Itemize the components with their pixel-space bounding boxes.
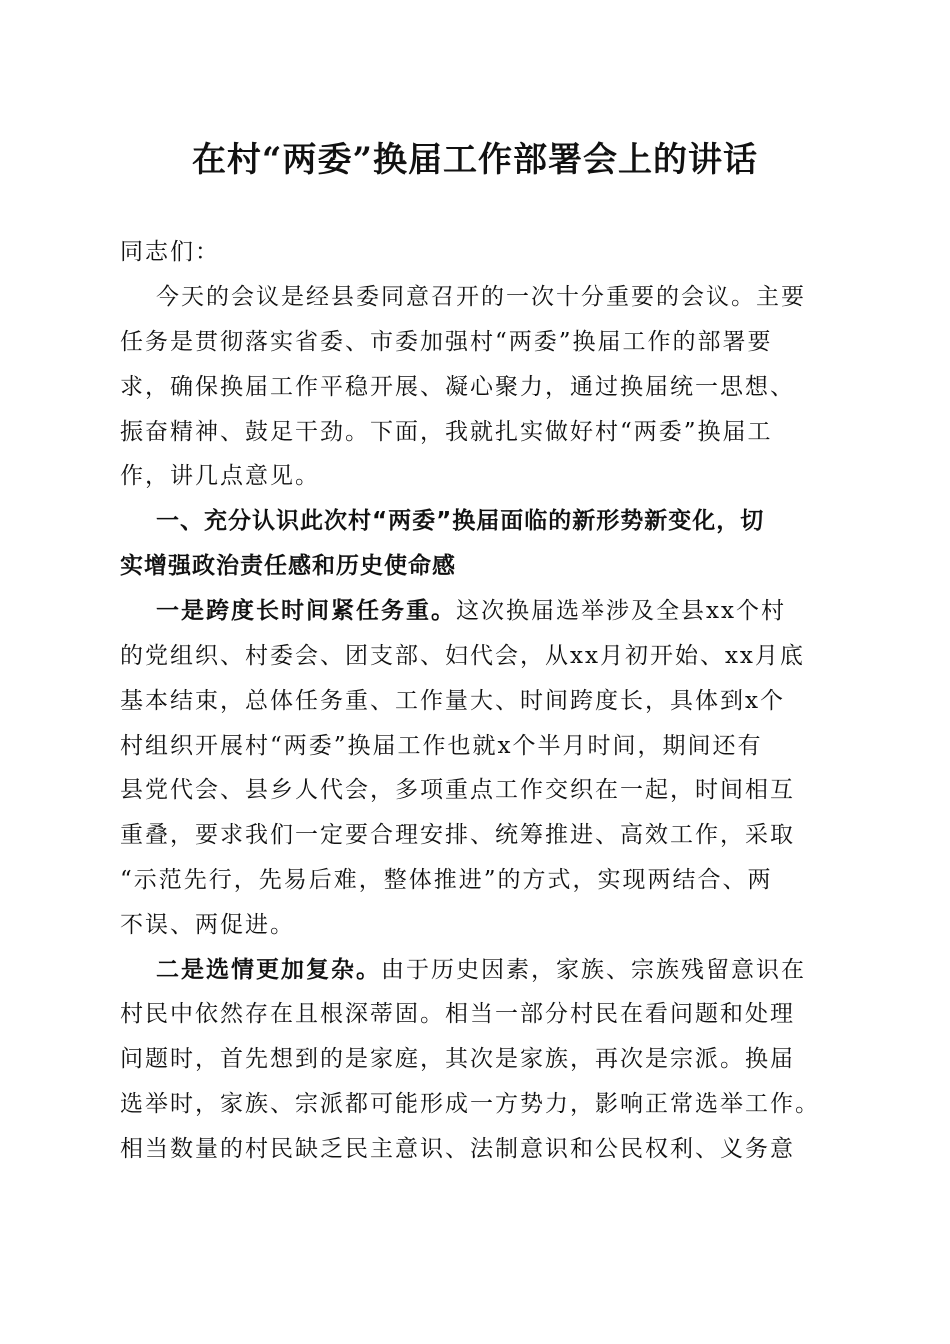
point1-lead: 一是跨度长时间紧任务重。 <box>156 597 456 624</box>
document-title: 在村“两委”换届工作部署会上的讲话 <box>191 140 759 180</box>
section-heading-line: 一、充分认识此次村“两委”换届面临的新形势新变化，切 <box>156 508 765 534</box>
point1-first-line-rest: 这次换届选举涉及全县xx个村 <box>456 598 786 624</box>
point1-line: 村组织开展村“两委”换届工作也就x个半月时间，期间还有 <box>120 733 763 759</box>
section-heading-line: 实增强政治责任感和历史使命感 <box>120 553 456 579</box>
intro-line: 作，讲几点意见。 <box>120 463 320 489</box>
point1-line: 的党组织、村委会、团支部、妇代会，从xx月初开始、xx月底 <box>120 643 805 669</box>
point2-line: 问题时，首先想到的是家庭，其次是家族，再次是宗派。换届 <box>120 1046 795 1072</box>
intro-line: 振奋精神、鼓足干劲。下面，我就扎实做好村“两委”换届工 <box>120 419 773 445</box>
intro-line: 今天的会议是经县委同意召开的一次十分重要的会议。主要 <box>156 284 806 310</box>
point1-line: “示范先行，先易后难，整体推进”的方式，实现两结合、两 <box>120 867 773 893</box>
point1-first-line <box>156 595 866 627</box>
point1-line: 不误、两促进。 <box>120 912 295 938</box>
point2-lead: 二是选情更加复杂。 <box>156 956 381 983</box>
point2-first-line <box>156 954 866 986</box>
point2-line: 相当数量的村民缺乏民主意识、法制意识和公民权利、义务意 <box>120 1136 795 1162</box>
intro-line: 求，确保换届工作平稳开展、凝心聚力，通过换届统一思想、 <box>120 374 795 400</box>
point2-first-line-rest: 由于历史因素，家族、宗族残留意识在 <box>381 957 806 983</box>
salutation: 同志们： <box>120 239 220 265</box>
intro-line: 任务是贯彻落实省委、市委加强村“两委”换届工作的部署要 <box>120 329 773 355</box>
point1-line: 重叠，要求我们一定要合理安排、统筹推进、高效工作，采取 <box>120 822 795 848</box>
point1-line: 基本结束，总体任务重、工作量大、时间跨度长，具体到x个 <box>120 688 785 714</box>
point1-line: 县党代会、县乡人代会，多项重点工作交织在一起，时间相互 <box>120 777 795 803</box>
point2-line: 村民中依然存在且根深蒂固。相当一部分村民在看问题和处理 <box>120 1001 795 1027</box>
point2-line: 选举时，家族、宗派都可能形成一方势力，影响正常选举工作。 <box>120 1091 820 1117</box>
